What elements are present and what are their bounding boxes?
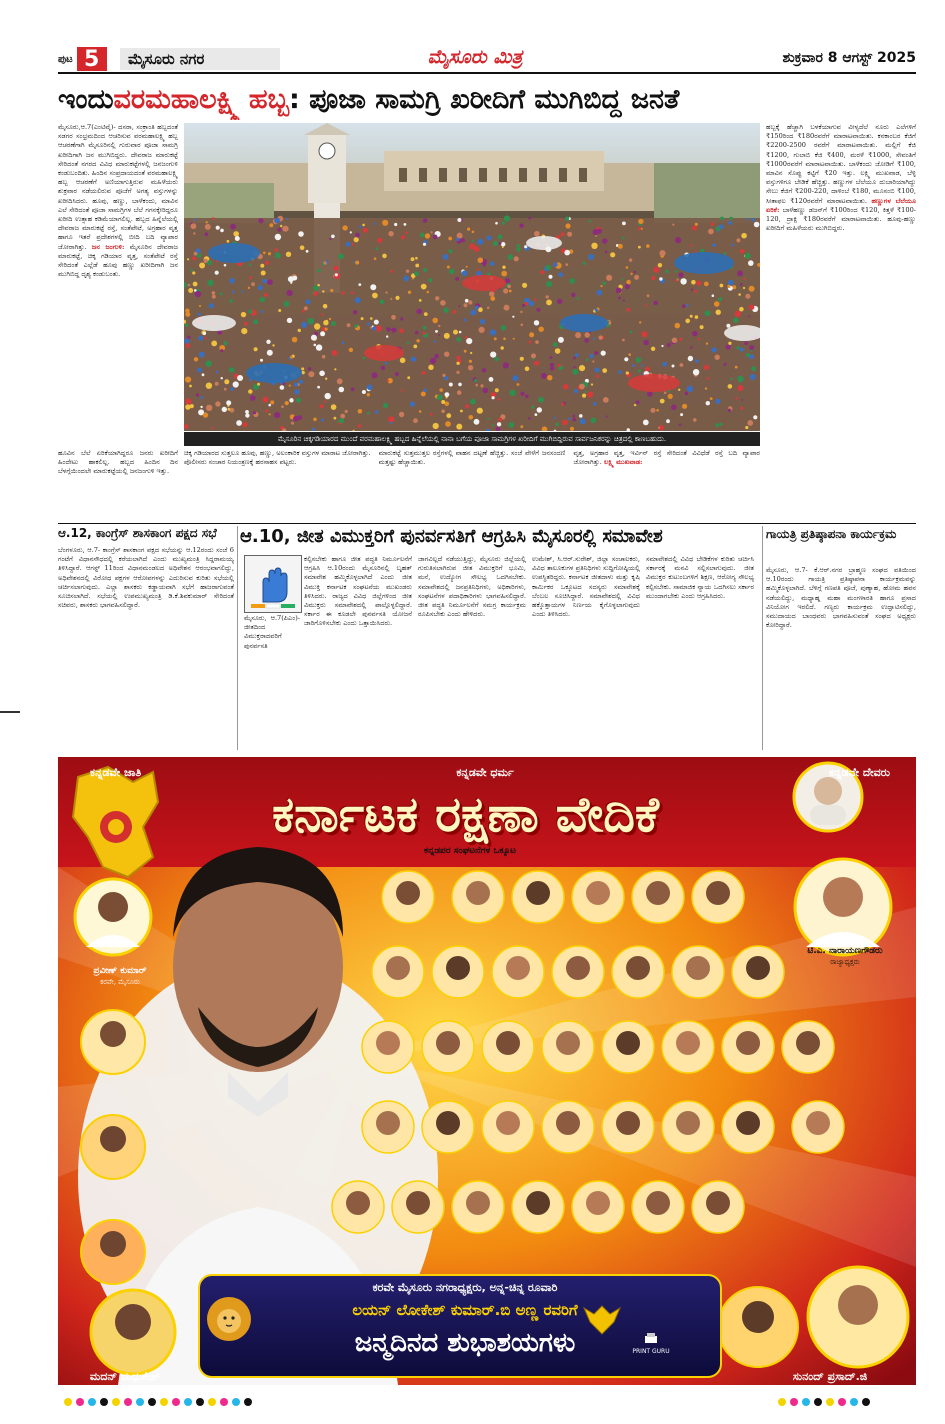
headline-part-1: ಇಂದು xyxy=(58,84,114,115)
member-face xyxy=(616,1111,640,1135)
bottom-right-name: ಸುನಂದ್ ಪ್ರಸಾದ್.ಜಿ xyxy=(792,1370,868,1383)
right-paragraph: ಹಬ್ಬಕ್ಕೆ ಹೆಚ್ಚಾಗಿ ಬಳಕೆಯಾಗುವ ವೀಳ್ಯದೆಲೆ ನೂರು ಎಲೆಗಳಿಗೆ ₹150ರಿಂದ ₹180ರವರೆಗೆ ಮಾರಾಟವಾಯಿತು. ಕನಕಾಂಬರ ಕೆಜಿಗೆ ₹2200-2500 ರವರೆಗೆ ಮಾರಾಟವಾಯಿತು. ಮಲ್ಲಿಗೆ ಕೆಜಿ ₹1200, ಗುಲಾಬಿ ಕೆಜಿ ₹400, ಮರಳೆ ₹1000, ಸೇವಂತಿಗೆ ₹1000ರವರೆಗೆ ಮಾರಾಟವಾಯಿತು. ಬಾಳೆಕಂದು ಜೋಡಿಗೆ ₹100, ಮಾವಿನ ಸೊಪ್ಪು ಕಟ್ಟಿಗೆ ₹20 ಇತ್ತು. ಲಕ್ಷ್ಮಿ ಮುಖವಾಡ, ಬೆಳ್ಳಿ ವಸ್ತುಗಳಿಗೂ ಬೇಡಿಕೆ ಹೆಚ್ಚಿತ್ತು. ಹಣ್ಣುಗಳ ಬೆಲೆಯೂ ದುಬಾರಿಯಾಗಿದ್ದು ಸೇಬು ಕೆಜಿಗೆ ₹200-220, ದಾಳಿಂಬೆ ₹180, ಮೂಸಂಬಿ ₹100, ಸೀತಾಫಲ ₹120ರವರೆಗೆ ಮಾರಾಟವಾಯಿತು. xyxy=(766,123,916,205)
member-face xyxy=(346,1191,370,1215)
lead-paragraph: ಮೈಸೂರು,ಆ.7(ಎಂಟಿವೈ)- ದಸರಾ, ಸಂಕ್ರಾಂತಿ ಹಬ್ಬದಂತೆ ಸಡಗರ ಸಂಭ್ರಮದಿಂದ ಆಚರಿಸುವ ವರಮಹಾಲಕ್ಷ್ಮಿ ಹಬ್ಬ ಆಚರಣೆಗಾಗಿ ಮೈಸೂರಿನಲ್ಲಿ ಗುರುವಾರ ಪೂಜಾ ಸಾಮಗ್ರಿ ಖರೀದಿಗಾಗಿ ಜನ ಮುಗಿಬಿದ್ದರು. ದೇವರಾಜ ಮಾರುಕಟ್ಟೆ ಸೇರಿದಂತೆ ನಗರದ ವಿವಿಧ ಮಾರುಕಟ್ಟೆಗಳಲ್ಲಿ ಜನಜಂಗುಳಿ ಕಂಡುಬಂದಿತು. ಹಿಂದಿನ ಸಂಪ್ರದಾಯದಂತೆ ವರಮಹಾಲಕ್ಷ್ಮಿ ಹಬ್ಬ ಆಚರಣೆಗೆ ಅಣಿಯಾಗುತ್ತಿರುವ ಮಹಿಳೆಯರು ಶುಕ್ರವಾರ ನಡೆಯಲಿರುವ ಪೂಜೆಗೆ ಅಗತ್ಯ ವಸ್ತುಗಳನ್ನು ಖರೀದಿಸಿದರು. ಹೂವು, ಹಣ್ಣು, ಬಾಳೆಕಂದು, ಮಾವಿನ ಎಲೆ ಸೇರಿದಂತೆ ಪೂಜಾ ಸಾಮಗ್ರಿಗಳ ಬೆಲೆ ಗಗನಕ್ಕೇರಿದ್ದರೂ ಖರೀದಿ ಉತ್ಸಾಹ ಕಡಿಮೆಯಾಗಲಿಲ್ಲ. ಹಬ್ಬದ ಹಿನ್ನೆಲೆಯಲ್ಲಿ ದೇವರಾಜ ಮಾರುಕಟ್ಟೆ ರಸ್ತೆ, ಸಂತೆಪೇಟೆ, ಅಗ್ರಹಾರ ವೃತ್ತ ಹಾಗೂ ಇತರೆ ಪ್ರದೇಶಗಳಲ್ಲಿ ಬೀದಿ ಬದಿ ವ್ಯಾಪಾರ ಜೋರಾಗಿತ್ತು. xyxy=(58,123,178,251)
right-inline-subhead: ಹಣ್ಣುಗಳ ಬೆಲೆಯೂ ಏರಿಕೆ: xyxy=(766,196,916,214)
member-face xyxy=(496,1111,520,1135)
left-badge-2 xyxy=(81,1010,145,1074)
banner-line-2: ಲಯನ್ ಲೋಕೇಶ್ ಕುಮಾರ್.ಬಿ ಅಣ್ಣ ರವರಿಗೆ xyxy=(352,1301,578,1319)
section-divider xyxy=(58,523,916,524)
bottom-left-portrait xyxy=(91,1290,175,1374)
member-face xyxy=(526,1191,550,1215)
printer-icon xyxy=(644,1332,658,1346)
member-face xyxy=(646,881,670,905)
bottom-column-3: ಮಾರುಕಟ್ಟೆ ಸುತ್ತಮುತ್ತಲ ರಸ್ತೆಗಳಲ್ಲಿ ವಾಹನ ದಟ್ಟಣೆ ಹೆಚ್ಚಿತ್ತು. ಸಂಜೆ ವೇಳೆಗೆ ಜನಸಂದಣಿ ಮತ್ತಷ್ಟು ಹೆಚ್ಚಾಯಿತು. xyxy=(378,449,566,467)
market-photo-illustration xyxy=(184,123,760,431)
main-headline xyxy=(58,80,916,120)
masthead-logo: ಮೈಸೂರು ಮಿತ್ರ xyxy=(427,46,523,68)
page-number-tag xyxy=(58,48,116,70)
member-face xyxy=(526,881,550,905)
member-face xyxy=(386,956,410,980)
member-face xyxy=(736,1031,760,1055)
slogan-right: ಕನ್ನಡವೇ ದೇವರು xyxy=(828,766,890,779)
headline-part-red: ವರಮಹಾಲಕ್ಷ್ಮಿ ಹಬ್ಬ xyxy=(113,84,289,115)
congress-story-body: ಬೆಂಗಳೂರು, ಆ.7- ಕಾಂಗ್ರೆಸ್ ಶಾಸಕಾಂಗ ಪಕ್ಷದ ಸಭೆಯನ್ನು ಆ.12ರಂದು ಸಂಜೆ 6 ಗಂಟೆಗೆ ವಿಧಾನಸೌಧದಲ್ಲಿ ಕರೆಯಲಾಗಿದೆ ಎಂದು ಮುಖ್ಯಮಂತ್ರಿ ಸಿದ್ದರಾಮಯ್ಯ ತಿಳಿಸಿದ್ದಾರೆ. ಆಗಸ್ಟ್ 11ರಿಂದ ವಿಧಾನಮಂಡಲದ ಅಧಿವೇಶನ ಆರಂಭವಾಗಲಿದ್ದು, ಅಧಿವೇಶನದಲ್ಲಿ ವಿರೋಧ ಪಕ್ಷಗಳ ಆರೋಪಗಳನ್ನು ಎದುರಿಸುವ ಕುರಿತು ಸಭೆಯಲ್ಲಿ ಚರ್ಚಿಸಲಾಗುವುದು. ಎಲ್ಲಾ ಶಾಸಕರು ಕಡ್ಡಾಯವಾಗಿ ಸಭೆಗೆ ಹಾಜರಾಗುವಂತೆ ಸೂಚಿಸಲಾಗಿದೆ. ಸಭೆಯಲ್ಲಿ ಉಪಮುಖ್ಯಮಂತ್ರಿ ಡಿ.ಕೆ.ಶಿವಕುಮಾರ್ ಸೇರಿದಂತೆ ಸಚಿವರು, ಶಾಸಕರು ಭಾಗವಹಿಸಲಿದ್ದಾರೆ. xyxy=(58,546,234,610)
bottom-left-name: ಮದನ್ ಮಧುಕೇಶ್ xyxy=(89,1370,161,1383)
member-face xyxy=(706,1191,730,1215)
print-credit-label: PRINT GURU xyxy=(632,1348,670,1355)
header-rule xyxy=(58,72,916,74)
member-face xyxy=(676,1031,700,1055)
ad-organization-subtitle: ಕನ್ನಡಪರ ಸಂಘಟನೆಗಳ ಒಕ್ಕೂಟ xyxy=(424,846,516,856)
member-face xyxy=(396,881,420,905)
column-divider xyxy=(762,526,763,750)
member-face xyxy=(496,1031,520,1055)
lead-paragraph-2: ಮೈಸೂರಿನ ದೇವರಾಜ ಮಾರುಕಟ್ಟೆ, ಚಿಕ್ಕ ಗಡಿಯಾರ ವೃತ್ತ, ಸಂತೆಪೇಟೆ ರಸ್ತೆ ಸೇರಿದಂತೆ ಎಲ್ಲೆಡೆ ಹೂವು ಹಣ್ಣು ಖರೀದಿಗಾಗಿ ಜನ ಮುಗಿಬಿದ್ದ ದೃಶ್ಯ ಕಂಡುಬಂತು. xyxy=(58,242,178,279)
member-face xyxy=(406,1191,430,1215)
slogan-left: ಕನ್ನಡವೇ ಜಾತಿ xyxy=(90,766,142,779)
rally-story-body xyxy=(304,555,754,750)
main-story-bottom-column-1: ಹೂವಿನ ಬೆಲೆ ಏರಿಕೆಯಾಗಿದ್ದರೂ ಜನರು ಖರೀದಿಗೆ ಹಿಂದೇಟು ಹಾಕಲಿಲ್ಲ. ಹಬ್ಬದ ಹಿಂದಿನ ದಿನ ಬೆಳಗ್ಗೆಯಿಂದಲೇ ಮಾರುಕಟ್ಟೆಯಲ್ಲಿ ಜನಜಂಗುಳಿ ಇತ್ತು. xyxy=(58,449,178,476)
member-face xyxy=(676,1111,700,1135)
congress-story-headline: ಆ.12, ಕಾಂಗ್ರೆಸ್ ಶಾಸಕಾಂಗ ಪಕ್ಷದ ಸಭೆ xyxy=(58,526,217,540)
member-face xyxy=(736,1111,760,1135)
member-face xyxy=(556,1111,580,1135)
banner-line-1: ಕರವೇ ಮೈಸೂರು ನಗರಾಧ್ಯಕ್ಷರು, ಅನ್ನ-ಚಿನ್ನ ರೂವಾರಿ xyxy=(372,1281,558,1294)
member-face xyxy=(376,1031,400,1055)
member-face xyxy=(586,881,610,905)
rally-column-1: ಕಲ್ಪಿಸಬೇಕು ಹಾಗೂ ಜೀತ ಪದ್ಧತಿ ನಿರ್ಮೂಲನೆಗೆ ಆಗ್ರಹಿಸಿ ಆ.10ರಂದು ಮೈಸೂರಿನಲ್ಲಿ ಬೃಹತ್ ಸಮಾವೇಶ ಹಮ್ಮಿಕೊಳ್ಳಲಾಗಿದೆ ಎಂದು ಜೀತ ವಿಮುಕ್ತಿ ಕರ್ನಾಟಕ ಸಂಘಟನೆಯ ಮುಖಂಡರು ತಿಳಿಸಿದರು. ರಾಜ್ಯದ ವಿವಿಧ ಜಿಲ್ಲೆಗಳಿಂದ ಜೀತ ವಿಮುಕ್ತರು ಸಮಾವೇಶದಲ್ಲಿ ಪಾಲ್ಗೊಳ್ಳಲಿದ್ದಾರೆ. ಸರ್ಕಾರ ಈ ಕೂಡಲೇ ಪುನರ್ವಸತಿ ಯೋಜನೆ ಜಾರಿಗೊಳಿಸಬೇಕು ಎಂದು ಒತ್ತಾಯಿಸಿದರು. xyxy=(304,555,412,628)
right-badge-name: ಟಿ.ಎ. ನಾರಾಯಣಗೌಡರು xyxy=(807,946,883,956)
left-badge-1 xyxy=(75,879,151,955)
right-badge-leader xyxy=(795,859,891,955)
bottom-inline-subhead: ಲಕ್ಷ್ಮಿ ಮುಖವಾಡ: xyxy=(603,458,643,467)
left-badge-3 xyxy=(81,1115,145,1179)
page-number: 5 xyxy=(77,47,107,71)
headline-part-2: : ಪೂಜಾ ಸಾಮಗ್ರಿ ಖರೀದಿಗೆ ಮುಗಿಬಿದ್ದ ಜನತೆ xyxy=(288,84,680,115)
main-story-right-column xyxy=(766,123,916,521)
crop-mark xyxy=(0,711,20,713)
member-face xyxy=(746,956,770,980)
rally-column-2: ಜಾಗವಿಲ್ಲದೆ ನಡೆಯುತ್ತಿದ್ದು, ಮೈಸೂರು ಜಿಲ್ಲೆಯಲ್ಲಿ ಗುರುತಿಸಲಾಗಿರುವ ಜೀತ ವಿಮುಕ್ತರಿಗೆ ಭೂಮಿ, ಮನೆ, ಉದ್ಯೋಗ ಸೌಲಭ್ಯ ಒದಗಿಸಬೇಕು. ಸಮಾವೇಶದಲ್ಲಿ ಜನಪ್ರತಿನಿಧಿಗಳು, ಅಧಿಕಾರಿಗಳು, ಸಂಘಟನೆಗಳ ಪದಾಧಿಕಾರಿಗಳು ಭಾಗವಹಿಸಲಿದ್ದಾರೆ. ಜೀತ ಪದ್ಧತಿ ನಿರ್ಮೂಲನೆಗೆ ಸಮಗ್ರ ಕಾರ್ಯಕ್ರಮ ರೂಪಿಸಬೇಕು ಎಂದು ಹೇಳಿದರು. xyxy=(418,555,526,619)
member-face xyxy=(626,956,650,980)
registration-marks-left xyxy=(62,1396,302,1408)
main-story-bottom-columns xyxy=(184,449,760,521)
member-face xyxy=(506,956,530,980)
ad-organization-title: ಕರ್ನಾಟಕ ರಕ್ಷಣಾ ವೇದಿಕೆ xyxy=(272,786,659,843)
bottom-column-4 xyxy=(573,449,760,521)
bottom-column-2: ಚಿಕ್ಕ ಗಡಿಯಾರದ ಸುತ್ತಲೂ ಹೂವು, ಹಣ್ಣು, ಅಲಂಕಾರಿಕ ವಸ್ತುಗಳ ಮಾರಾಟ ಜೋರಾಗಿತ್ತು. ಪೊಲೀಸರು ಸಂಚಾರ ನಿಯಂತ್ರಣಕ್ಕೆ ಹರಸಾಹಸ ಪಟ್ಟರು. xyxy=(184,449,371,467)
banner-greeting: ಜನ್ಮದಿನದ ಶುಭಾಶಯಗಳು xyxy=(354,1328,576,1358)
bottom-paragraph-4: ವೃತ್ತ, ಅಗ್ರಹಾರ ವೃತ್ತ, ಇರ್ವಿನ್ ರಸ್ತೆ ಸೇರಿದಂತೆ ವಿವಿಧೆಡೆ ರಸ್ತೆ ಬದಿ ವ್ಯಾಪಾರ ಜೋರಾಗಿತ್ತು. xyxy=(573,449,761,467)
member-face xyxy=(616,1031,640,1055)
registration-marks-right xyxy=(776,1396,908,1408)
rally-story-headline: ಆ.10, ಜೀತ ವಿಮುಕ್ತರಿಗೆ ಪುನರ್ವಸತಿಗೆ ಆಗ್ರಹಿಸಿ ಮೈಸೂರಲ್ಲಿ ಸಮಾವೇಶ xyxy=(240,526,663,547)
right-badge-role: ರಾಜ್ಯಾಧ್ಯಕ್ಷರು xyxy=(830,958,860,966)
column-divider xyxy=(237,526,238,750)
gayatri-story-headline: ಗಾಯತ್ರಿ ಪ್ರತಿಷ್ಠಾಪನಾ ಕಾರ್ಯಕ್ರಮ xyxy=(766,527,897,541)
section-name: ಮೈಸೂರು ನಗರ xyxy=(120,48,280,70)
congress-hand-logo xyxy=(244,555,302,613)
lion-emblem-icon xyxy=(206,1296,252,1342)
member-face xyxy=(806,1111,830,1135)
member-face xyxy=(796,1031,820,1055)
member-face xyxy=(446,956,470,980)
gayatri-story-body: ಮೈಸೂರು, ಆ.7- ಕೆ.ಆರ್.ನಗರ ಬ್ರಾಹ್ಮಣ ಸಂಘದ ವತಿಯಿಂದ ಆ.10ರಂದು ಗಾಯತ್ರಿ ಪ್ರತಿಷ್ಠಾಪನಾ ಕಾರ್ಯಕ್ರಮವನ್ನು ಹಮ್ಮಿಕೊಳ್ಳಲಾಗಿದೆ. ಬೆಳಿಗ್ಗೆ ಗಣಪತಿ ಪೂಜೆ, ಪುಣ್ಯಾಹ, ಹೋಮ ಹವನ ನಡೆಯಲಿದ್ದು, ಮಧ್ಯಾಹ್ನ ಮಹಾ ಮಂಗಳಾರತಿ ಹಾಗೂ ಪ್ರಸಾದ ವಿನಿಯೋಗ ಇರಲಿದೆ. ಗಣ್ಯರು ಕಾರ್ಯಕ್ರಮ ಉದ್ಘಾಟಿಸಲಿದ್ದು, ಸಮುದಾಯದ ಬಾಂಧವರು ಭಾಗವಹಿಸುವಂತೆ ಸಂಘದ ಅಧ್ಯಕ್ಷರು ಕೋರಿದ್ದಾರೆ. xyxy=(766,566,916,630)
member-face xyxy=(436,1031,460,1055)
right-paragraph-2: ಬಾಳೆಹಣ್ಣು ಡಜನ್‌ಗೆ ₹100ರಿಂದ ₹120, ಕಿತ್ತಳೆ ₹100-120, ದ್ರಾಕ್ಷಿ ₹180ರವರೆಗೆ ಮಾರಾಟವಾಯಿತು. ಹೂವು-ಹಣ್ಣು ಖರೀದಿಗೆ ಮಹಿಳೆಯರು ಮುಗಿಬಿದ್ದರು. xyxy=(766,205,916,233)
member-face xyxy=(466,881,490,905)
hand-icon xyxy=(245,556,301,612)
lead-inline-subhead: ಜನ ಜಂಗುಳಿ: xyxy=(91,242,125,251)
member-face xyxy=(466,1191,490,1215)
page-label: ಪುಟ xyxy=(58,53,73,65)
rally-column-4: ಸಮಾವೇಶದಲ್ಲಿ ವಿವಿಧ ಬೇಡಿಕೆಗಳ ಕುರಿತು ಚರ್ಚಿಸಿ ಸರ್ಕಾರಕ್ಕೆ ಮನವಿ ಸಲ್ಲಿಸಲಾಗುವುದು. ಜೀತ ವಿಮುಕ್ತರ ಕುಟುಂಬಗಳಿಗೆ ಶಿಕ್ಷಣ, ಆರೋಗ್ಯ ಸೌಲಭ್ಯ ಕಲ್ಪಿಸಬೇಕು. ಸಾಮಾಜಿಕ ನ್ಯಾಯ ಒದಗಿಸಲು ಸರ್ಕಾರ ಮುಂದಾಗಬೇಕು ಎಂದು ಆಗ್ರಹಿಸಿದರು. xyxy=(646,555,754,600)
member-face xyxy=(376,1111,400,1135)
member-face xyxy=(436,1111,460,1135)
left-badge-4 xyxy=(81,1220,145,1284)
member-face xyxy=(686,956,710,980)
member-face xyxy=(706,881,730,905)
member-face xyxy=(566,956,590,980)
print-credit xyxy=(628,1332,674,1370)
photo-caption: ಮೈಸೂರಿನ ಚಿಕ್ಕಗಡಿಯಾರದ ಮುಂದೆ ವರಮಹಾಲಕ್ಷ್ಮಿ ಹಬ್ಬದ ಹಿನ್ನೆಲೆಯಲ್ಲಿ ನಾನಾ ಬಗೆಯ ಪೂಜಾ ಸಾಮಗ್ರಿಗಳ ಖರೀದಿಗೆ ಮುಗಿಬಿದ್ದಿರುವ ಸಾರ್ವಜನಿಕರನ್ನು ಚಿತ್ರದಲ್ಲಿ ಕಾಣಬಹುದು. xyxy=(184,432,760,446)
member-face xyxy=(586,1191,610,1215)
left-badge-name: ಪ್ರವೀಣ್ ಕುಮಾರ್ xyxy=(93,966,147,976)
rally-column-0: ಮೈಸೂರು, ಆ.7(ಪಿಎಂ)- ಜೀತದಿಂದ ವಿಮುಕ್ತರಾದವರಿಗೆ ಪುನರ್ವಸತಿ xyxy=(244,614,300,650)
rally-column-3: ಉಮೇಶ್, ಸಿ.ಆರ್.ಸುರೇಶ್, ಜಿಲ್ಲಾ ಸಂಚಾಲಕರು, ವಿವಿಧ ತಾಲೂಕುಗಳ ಪ್ರತಿನಿಧಿಗಳು ಸುದ್ದಿಗೋಷ್ಠಿಯಲ್ಲಿ ಉಪಸ್ಥಿತರಿದ್ದರು. ಕರ್ನಾಟಕ ಜೀತದಾಳು ಮತ್ತು ಕೃಷಿ ಕಾರ್ಮಿಕರ ಒಕ್ಕೂಟದ ಸದಸ್ಯರು ಸಮಾವೇಶಕ್ಕೆ ಬೆಂಬಲ ಸೂಚಿಸಿದ್ದಾರೆ. ಸಮಾವೇಶದಲ್ಲಿ ವಿವಿಧ ಹಕ್ಕೊತ್ತಾಯಗಳ ನಿರ್ಣಯ ಕೈಗೊಳ್ಳಲಾಗುವುದು ಎಂದು ತಿಳಿಸಿದರು. xyxy=(532,555,640,619)
member-face xyxy=(646,1191,670,1215)
slogan-center: ಕನ್ನಡವೇ ಧರ್ಮ xyxy=(456,766,514,779)
left-badge-role: ಕರವೇ, ಮೈಸೂರು xyxy=(100,978,140,986)
issue-date: ಶುಕ್ರವಾರ 8 ಆಗಸ್ಟ್ 2025 xyxy=(782,50,916,66)
main-story-lead-column xyxy=(58,123,178,443)
member-face xyxy=(556,1031,580,1055)
double-eagle-emblem-icon xyxy=(580,1300,624,1340)
market-crowd-photo xyxy=(184,123,760,431)
